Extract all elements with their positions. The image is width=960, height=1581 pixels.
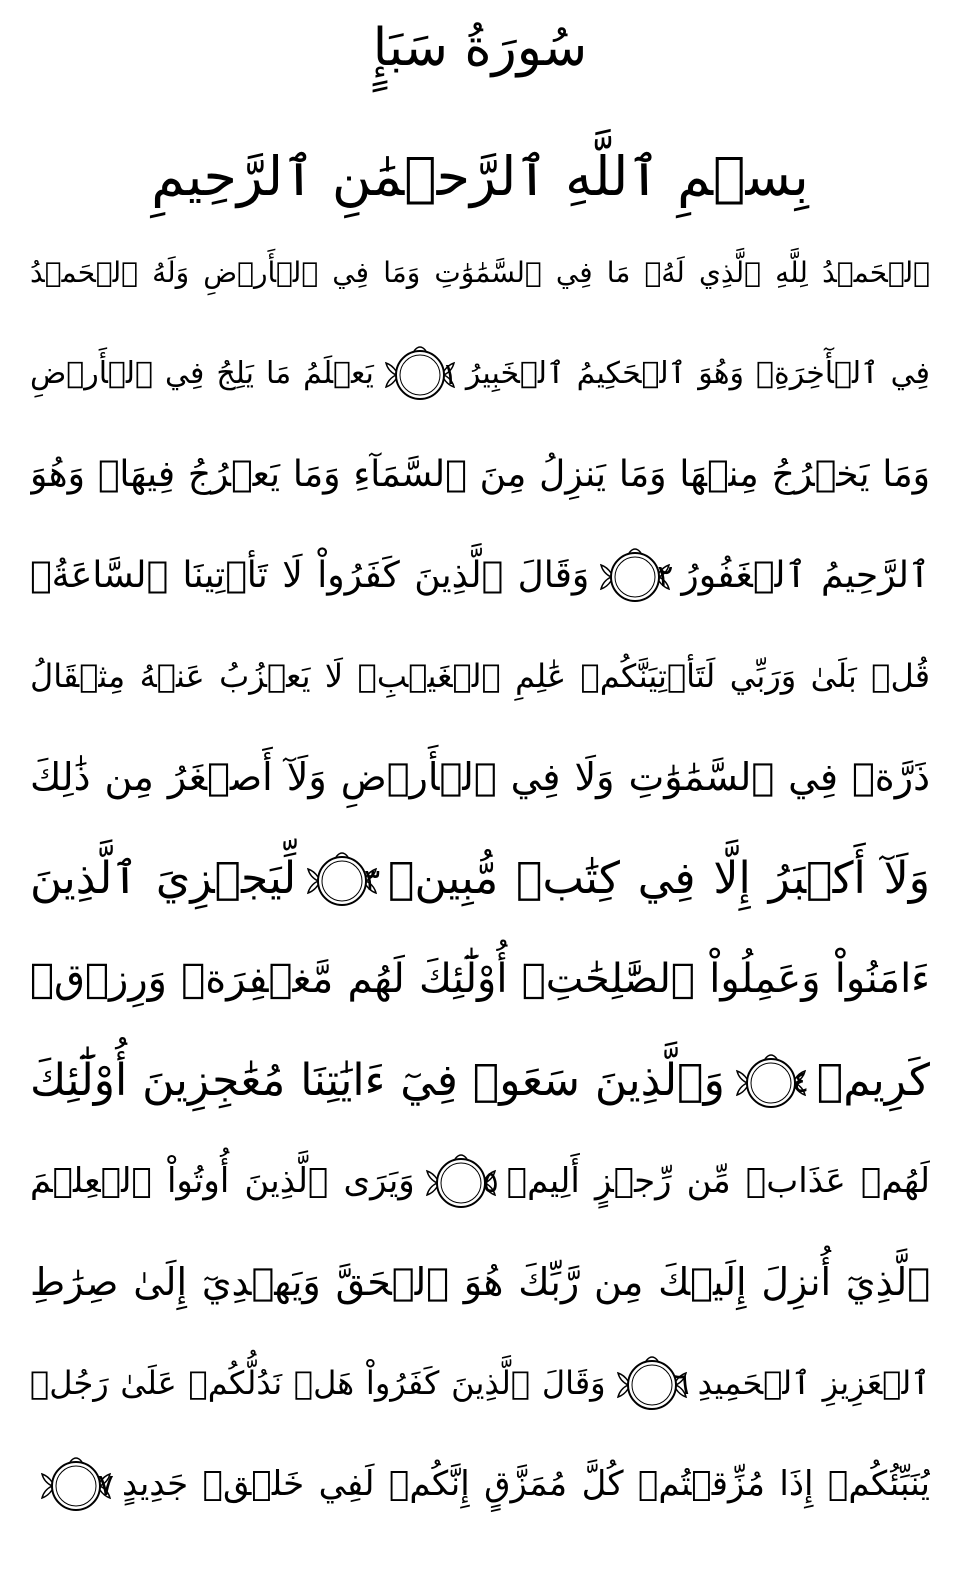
verse-line	[30, 1434, 930, 1535]
ayah-number-marker	[382, 342, 458, 408]
ayah-number: ٤	[792, 1065, 809, 1100]
verse-lines	[30, 222, 930, 1535]
verse-text: ذَرَّةٖ فِي ٱلسَّمَٰوَٰتِ وَلَا فِي ٱلۡأَرۡضِ وَلَآ أَصۡغَرُ مِن ذَٰلِكَ	[30, 755, 930, 799]
basmala: بِسۡمِ ٱللَّهِ ٱلرَّحۡمَٰنِ ٱلرَّحِيمِ	[151, 145, 809, 208]
verse-text: ٱلۡحَمۡدُ لِلَّهِ ٱلَّذِي لَهُۥ مَا فِي ٱلسَّمَٰوَٰتِ وَمَا فِي ٱلۡأَرۡضِ وَلَهُ ٱلۡحَمۡدُ	[30, 256, 930, 289]
verse-line	[30, 424, 930, 525]
verse-line	[30, 1232, 930, 1333]
ayah-number: ٦	[673, 1367, 690, 1402]
verse-text: ءَامَنُواْ وَعَمِلُواْ ٱلصَّٰلِحَٰتِۚ أُوْلَٰٓئِكَ لَهُم مَّغۡفِرَةٞ وَرِزۡقٞ	[30, 956, 930, 1002]
verse-text: ٱلۡعَزِيزِ ٱلۡحَمِيدِ	[697, 1364, 930, 1402]
ayah-number-marker	[304, 848, 380, 914]
verse-text: لَهُمۡ عَذَابٞ مِّن رِّجۡزٍ أَلِيمٞ	[506, 1161, 930, 1201]
verse-text: وَقَالَ ٱلَّذِينَ كَفَرُواْ لَا تَأۡتِينَا ٱلسَّاعَةُۖ	[30, 555, 590, 596]
ayah-number: ٧	[97, 1467, 114, 1503]
verse-line	[30, 929, 930, 1030]
verse-line	[30, 727, 930, 828]
ayah-number: ٢	[657, 559, 674, 594]
ayah-number-marker	[733, 1050, 809, 1116]
verse-text: يَعۡلَمُ مَا يَلِجُ فِي ٱلۡأَرۡضِ	[30, 356, 374, 391]
verse-text: لِّيَجۡزِيَ ٱلَّذِينَ	[30, 853, 297, 904]
verse-text: وَمَا يَخۡرُجُ مِنۡهَا وَمَا يَنزِلُ مِنَ ٱلسَّمَآءِ وَمَا يَعۡرُجُ فِيهَاۚ وَهُوَ	[30, 454, 930, 495]
verse-text: فِي ٱلۡأٓخِرَةِۚ وَهُوَ ٱلۡحَكِيمُ ٱلۡخَبِيرُ	[465, 356, 930, 391]
ayah-number: ١	[441, 356, 458, 392]
verse-text: وَلَآ أَكۡبَرُ إِلَّا فِي كِتَٰبٖ مُّبِينٖ	[388, 853, 930, 904]
verse-line	[30, 222, 930, 323]
ayah-number-marker	[423, 1150, 499, 1216]
verse-text: يُنَبِّئُكُمۡ إِذَا مُزِّقۡتُمۡ كُلَّ مُمَزَّقٍ إِنَّكُمۡ لَفِي خَلۡقٖ جَدِيدٍ	[122, 1464, 930, 1504]
verse-text: وَيَرَى ٱلَّذِينَ أُوتُواْ ٱلۡعِلۡمَ	[30, 1161, 415, 1201]
ayah-number: ٥	[482, 1164, 499, 1200]
verse-line	[30, 323, 930, 424]
verse-line	[30, 1030, 930, 1131]
verse-line	[30, 525, 930, 626]
surah-title: سُورَةُ سَبَإٍ	[372, 18, 588, 78]
ayah-number: ٣	[364, 863, 381, 898]
verse-text: وَٱلَّذِينَ سَعَوۡ فِيٓ ءَايَٰتِنَا مُعَٰجِزِينَ أُوْلَٰٓئِكَ	[30, 1055, 725, 1106]
verse-line	[30, 1131, 930, 1232]
verse-text: ٱلرَّحِيمُ ٱلۡغَفُورُ	[681, 555, 930, 596]
verse-text: قُلۡ بَلَىٰ وَرَبِّي لَتَأۡتِيَنَّكُمۡ عَٰلِمِ ٱلۡغَيۡبِۖ لَا يَعۡزُبُ عَنۡهُ مِثۡقَالُ	[30, 657, 930, 695]
verse-text: وَقَالَ ٱلَّذِينَ كَفَرُواْ هَلۡ نَدُلُّكُمۡ عَلَىٰ رَجُلٖ	[30, 1364, 606, 1402]
verse-text: كَرِيمٞ	[816, 1055, 930, 1106]
verse-line	[30, 1333, 930, 1434]
verse-line	[30, 828, 930, 929]
verse-line	[30, 626, 930, 727]
ayah-number-marker	[614, 1352, 690, 1418]
ayah-number-marker	[38, 1453, 114, 1519]
ayah-number-marker	[597, 544, 673, 610]
verse-text: ٱلَّذِيٓ أُنزِلَ إِلَيۡكَ مِن رَّبِّكَ هُوَ ٱلۡحَقَّ وَيَهۡدِيٓ إِلَىٰ صِرَٰطِ	[30, 1260, 930, 1304]
